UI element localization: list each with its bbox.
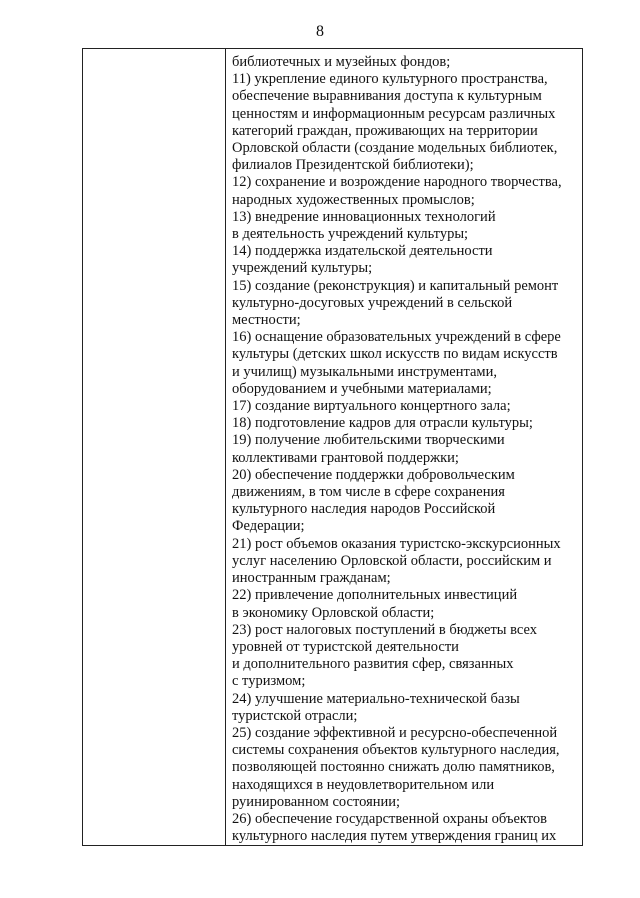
text-line: 14) поддержка издательской деятельности (232, 243, 493, 260)
text-line: Федерации; (232, 518, 305, 535)
text-line: 19) получение любительскими творческими (232, 432, 505, 449)
text-line: 25) создание эффективной и ресурсно-обеспеченной (232, 724, 558, 741)
text-line: и училищ) музыкальными инструментами, (232, 363, 497, 380)
table-right-column (232, 54, 580, 845)
text-line: обеспечение выравнивания доступа к культурным (232, 88, 542, 105)
text-line: системы сохранения объектов культурного наследия, (232, 742, 560, 759)
text-line: с туризмом; (232, 673, 306, 690)
text-line: движениям, в том числе в сфере сохранения (232, 484, 505, 501)
text-line: филиалов Президентской библиотеки); (232, 157, 474, 174)
text-line: иностранным гражданам; (232, 570, 391, 587)
text-line: культурного наследия народов Российской (232, 501, 496, 518)
text-line: 11) укрепление единого культурного пространства, (232, 71, 548, 88)
text-line: библиотечных и музейных фондов; (232, 54, 451, 70)
text-line: 20) обеспечение поддержки добровольческим (232, 466, 515, 483)
text-line: оборудованием и учебными материалами; (232, 380, 492, 397)
text-line: 17) создание виртуального концертного зала; (232, 398, 511, 415)
text-line: культурно-досуговых учреждений в сельской (232, 294, 513, 311)
text-line: 16) оснащение образовательных учреждений в сфере (232, 329, 561, 346)
text-line: категорий граждан, проживающих на территории (232, 122, 538, 139)
table-left-column (83, 49, 226, 845)
text-line: учреждений культуры; (232, 260, 373, 277)
text-line: коллективами грантовой поддержки; (232, 449, 459, 466)
text-line: и дополнительного развития сфер, связанных (232, 656, 514, 673)
text-line: культурного наследия путем утверждения границ их (232, 828, 557, 845)
text-line: народных художественных промыслов; (232, 191, 475, 208)
text-line: 26) обеспечение государственной охраны объектов (232, 810, 547, 827)
text-line: Орловской области (создание модельных библиотек, (232, 140, 558, 157)
text-line: уровней от туристской деятельности (232, 638, 459, 655)
text-line: в экономику Орловской области; (232, 604, 435, 621)
document-table (82, 48, 583, 846)
text-line: культуры (детских школ искусств по видам искусств (232, 346, 558, 363)
text-line: местности; (232, 312, 301, 329)
text-line: услуг населению Орловской области, российским и (232, 552, 552, 569)
text-line: 24) улучшение материально-технической базы (232, 690, 520, 707)
text-line: ценностям и информационным ресурсам различных (232, 105, 556, 122)
text-line: 21) рост объемов оказания туристско-экскурсионных (232, 535, 561, 552)
text-line: руинированном состоянии; (232, 793, 401, 810)
text-line: туристской отрасли; (232, 707, 358, 724)
text-line: в деятельность учреждений культуры; (232, 226, 469, 243)
text-line: позволяющей постоянно снижать долю памятников, (232, 759, 555, 776)
page-number: 8 (316, 23, 324, 40)
text-line: 23) рост налоговых поступлений в бюджеты всех (232, 621, 538, 638)
text-line: 18) подготовление кадров для отрасли культуры; (232, 415, 533, 432)
text-line: 15) создание (реконструкция) и капитальный ремонт (232, 277, 559, 294)
text-line: 13) внедрение инновационных технологий (232, 208, 496, 225)
text-line: находящихся в неудовлетворительном или (232, 776, 495, 793)
text-line: 12) сохранение и возрождение народного творчества, (232, 174, 562, 191)
text-line: 22) привлечение дополнительных инвестиций (232, 587, 518, 604)
